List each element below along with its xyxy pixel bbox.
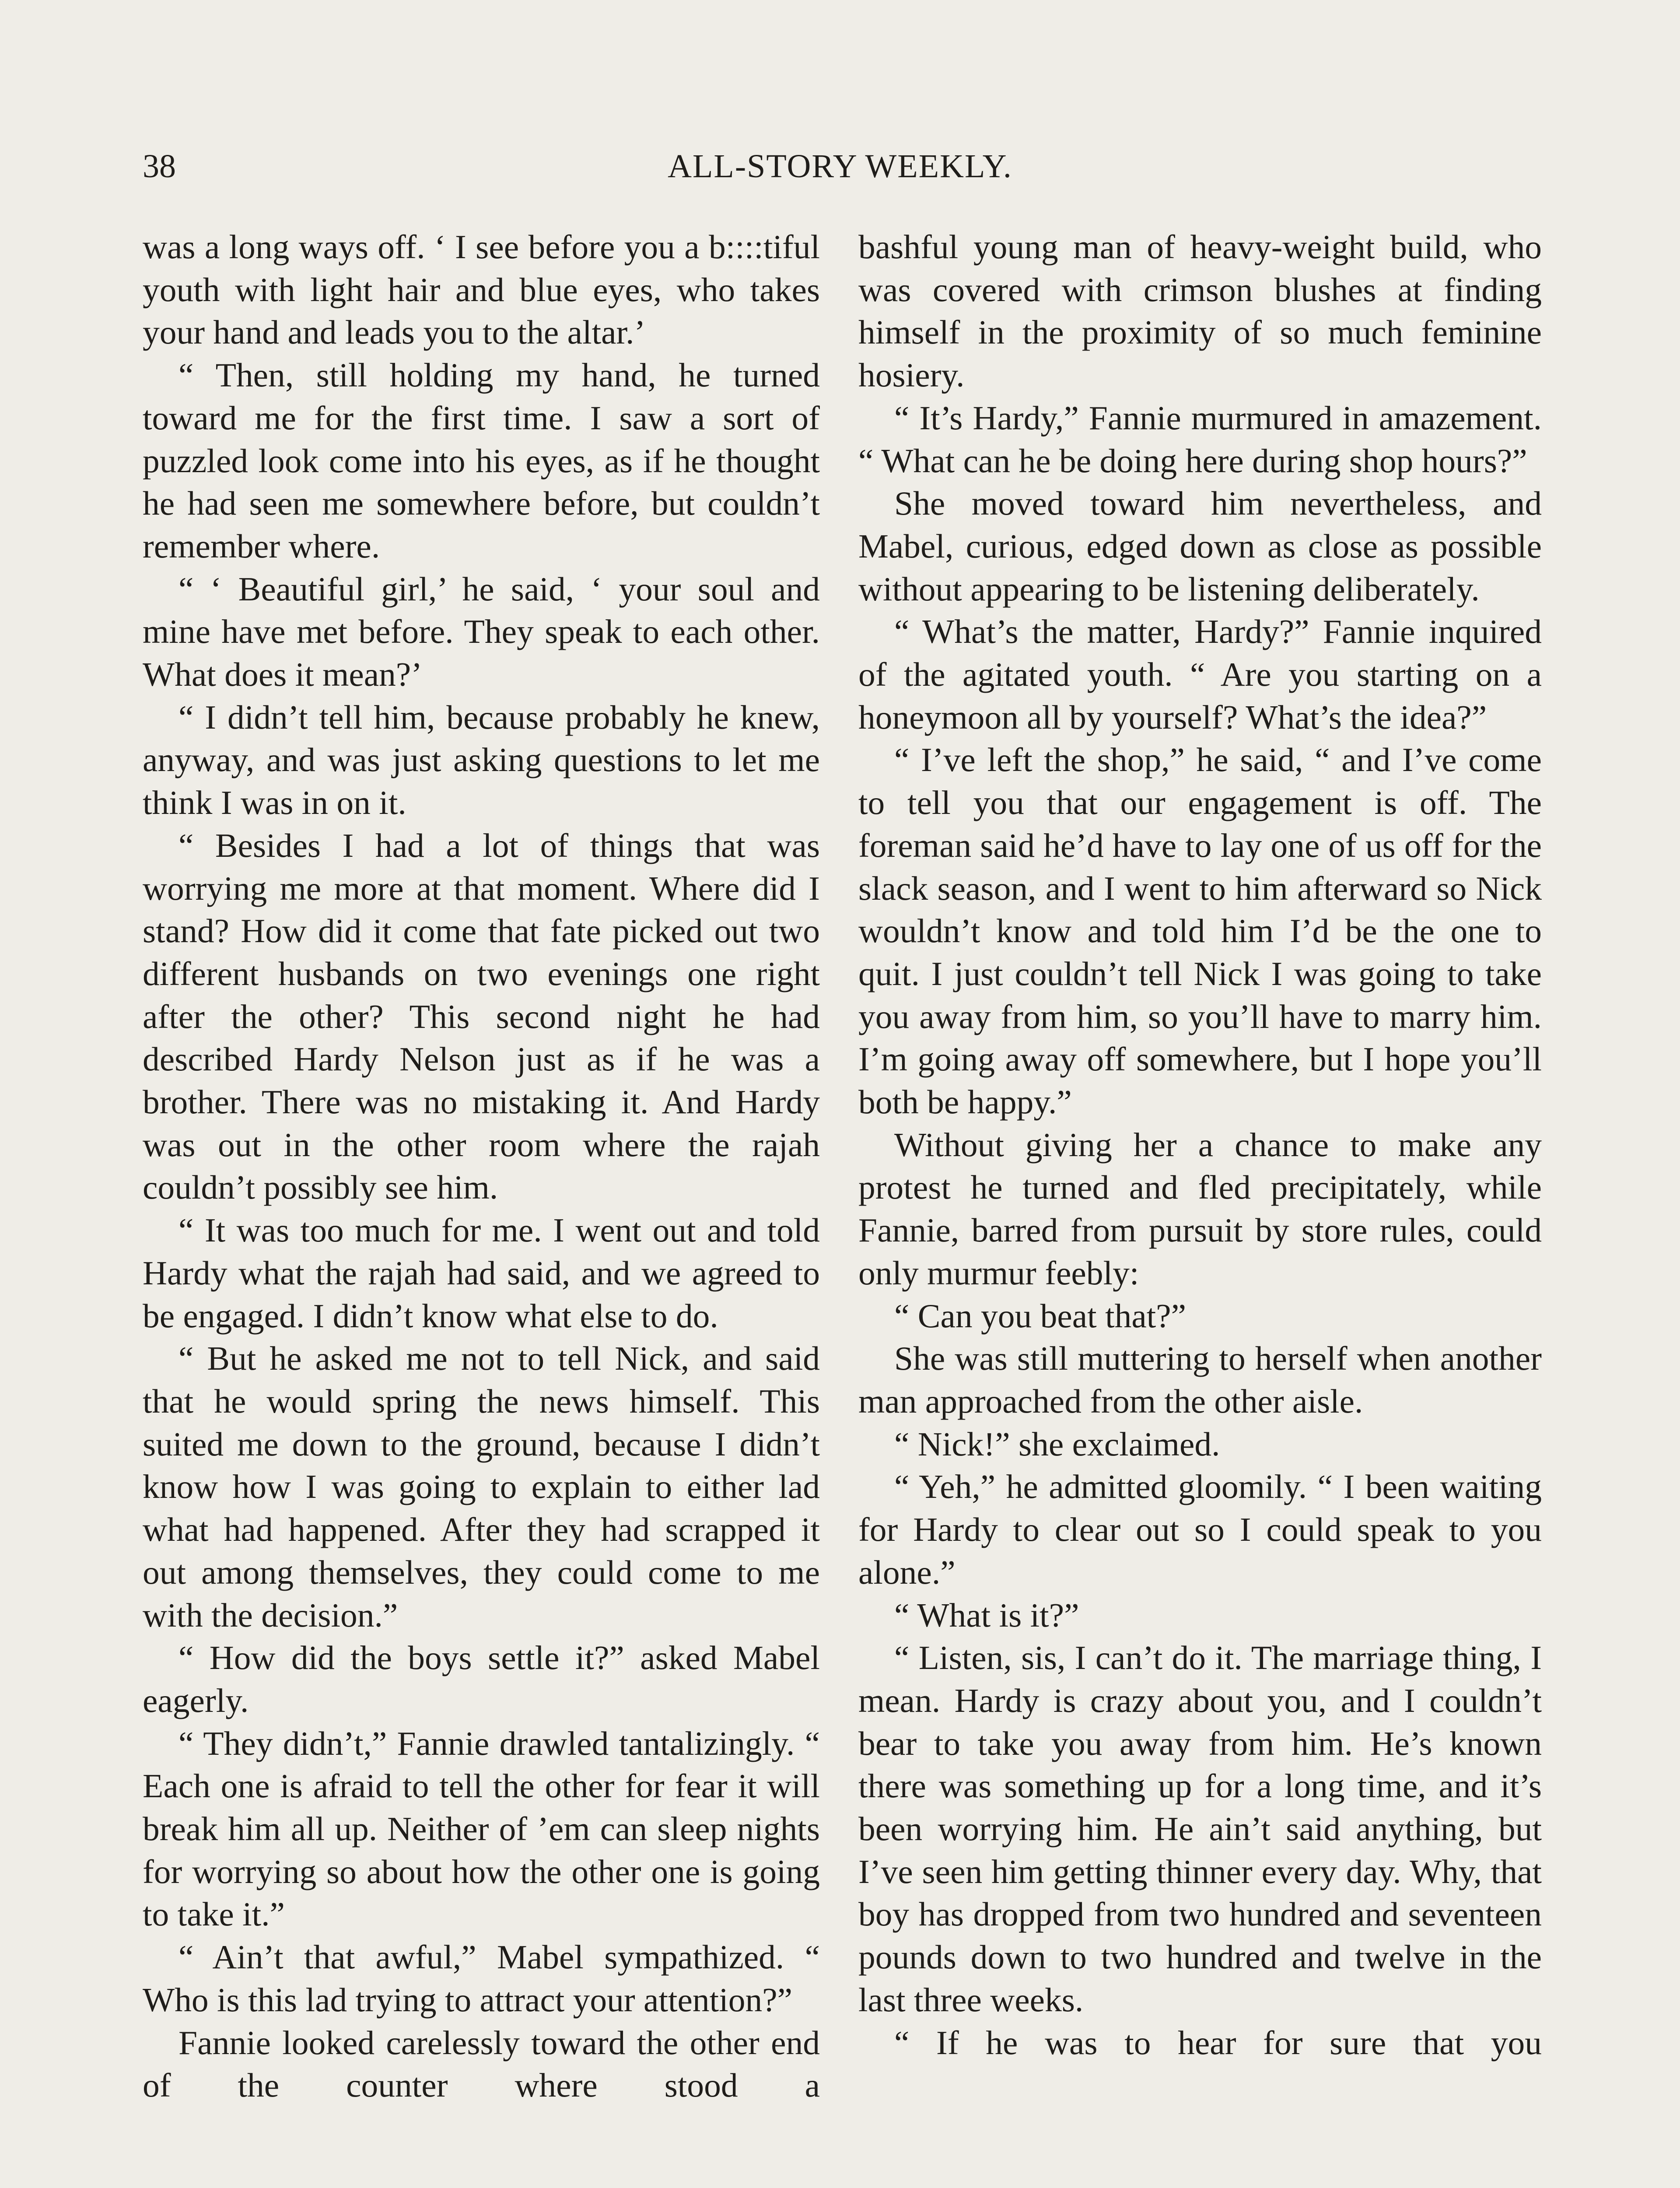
paragraph: Fannie looked carelessly toward the other end of the counter where stood a [143, 2023, 820, 2104]
paragraph: “ But he asked me not to tell Nick, and said that he would spring the news himself. This suited me down to the ground, because I didn’t know how I was going to explain to either lad what had happened. After they had scrapped it out among themselves, they could come to me with the decision.” [143, 1339, 820, 1634]
paragraph: “ ‘ Beautiful girl,’ he said, ‘ your soul and mine have met before. They speak to each other. What does it mean?’ [143, 570, 820, 694]
paragraph: “ It was too much for me. I went out and told Hardy what the rajah had said, and we agreed to be engaged. I didn’t know what else to do. [143, 1211, 820, 1335]
paragraph: “ I’ve left the shop,” he said, “ and I’ve come to tell you that our engagement is off. The foreman said he’d have to lay one of us off for the slack season, and I went to him afterward so Nick wouldn’t know and told him I’d be the one to quit. I just couldn’t tell Nick I was going to take you away from him, so you’ll have to marry him. I’m going away off somewhere, but I hope you’ll both be happy.” [858, 741, 1542, 1121]
paragraph: “ Yeh,” he admitted gloomily. “ I been waiting for Hardy to clear out so I could speak to you alone.” [858, 1468, 1542, 1591]
paragraph: “ They didn’t,” Fannie drawled tantalizingly. “ Each one is afraid to tell the other for fear it will break him all up. Neither of ’em can sleep nights for worrying so about how the other one is going to take it.” [143, 1724, 820, 1933]
paragraph: “ Then, still holding my hand, he turned toward me for the first time. I saw a sort of puzzled look come into his eyes, as if he thought he had seen me somewhere before, but couldn’t remember where. [143, 356, 820, 565]
paragraph: Without giving her a chance to make any protest he turned and fled precipitately, while Fannie, barred from pursuit by store rules, could only murmur feebly: [858, 1126, 1542, 1292]
paragraph: “ Ain’t that awful,” Mabel sympathized. “ Who is this lad trying to attract your attention?” [143, 1938, 820, 2019]
right-column [858, 226, 1542, 2064]
running-title: ALL-STORY WEEKLY. [668, 148, 1012, 185]
paragraph: “ I didn’t tell him, because probably he knew, anyway, and was just asking questions to let me think I was in on it. [143, 698, 820, 822]
paragraph: “ It’s Hardy,” Fannie murmured in amazement. “ What can he be doing here during shop hours?” [858, 399, 1542, 480]
paragraph: She moved toward him nevertheless, and Mabel, curious, edged down as close as possible without appearing to be listening deliberately. [858, 484, 1542, 608]
paragraph: “ Listen, sis, I can’t do it. The marriage thing, I mean. Hardy is crazy about you, and I couldn’t bear to take you away from him. He’s known there was something up for a long time, and it’s been worrying him. He ain’t said anything, but I’ve seen him getting thinner every day. Why, that boy has dropped from two hundred and seventeen pounds down to two hundred and twelve in the last three weeks. [858, 1639, 1542, 2019]
paragraph: “ What is it?” [894, 1596, 1079, 1634]
page-number: 38 [143, 148, 176, 185]
paragraph: “ Can you beat that?” [894, 1297, 1186, 1335]
paragraph: She was still muttering to herself when another man approached from the other aisle. [858, 1339, 1542, 1420]
paragraph: was a long ways off. ‘ I see before you a b::::tiful youth with light hair and blue eyes, who takes your hand and leads you to the altar.’ [143, 228, 820, 351]
paragraph: “ Nick!” she exclaimed. [894, 1425, 1220, 1463]
left-column [143, 226, 820, 2107]
paragraph: “ Besides I had a lot of things that was worrying me more at that moment. Where did I stand? How did it come that fate picked out two different husbands on two evenings one right after the other? This second night he had described Hardy Nelson just as if he was a brother. There was no mistaking it. And Hardy was out in the other room where the rajah couldn’t possibly see him. [143, 826, 820, 1206]
paragraph: “ How did the boys settle it?” asked Mabel eagerly. [143, 1639, 820, 1719]
paragraph: “ If he was to hear for sure that you [894, 2023, 1542, 2062]
paragraph: bashful young man of heavy-weight build, who was covered with crimson blushes at finding himself in the proximity of so much feminine hosiery. [858, 228, 1542, 394]
paragraph: “ What’s the matter, Hardy?” Fannie inquired of the agitated youth. “ Are you starting on a honeymoon all by yourself? What’s the idea?” [858, 613, 1542, 736]
